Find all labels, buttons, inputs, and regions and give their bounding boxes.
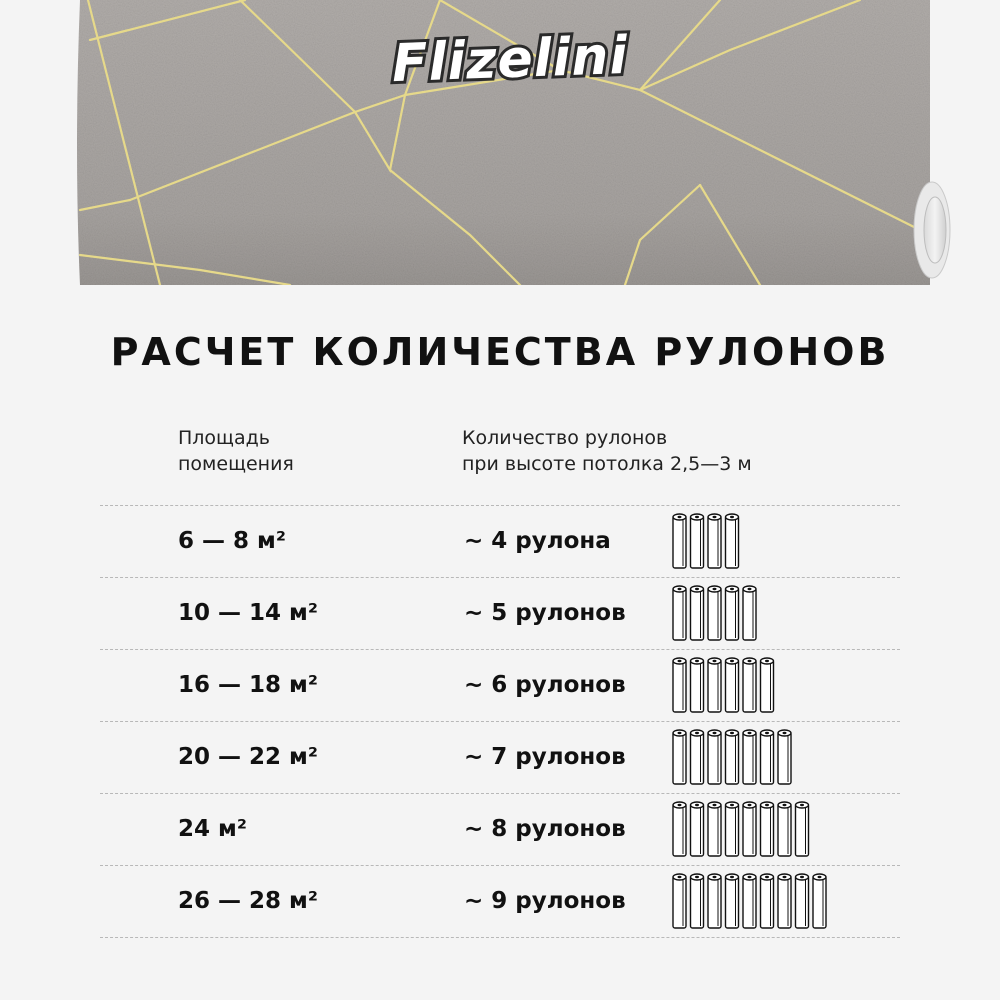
wallpaper-roll-icon [761,874,774,928]
area-value: 16 — 18 м² [178,672,318,698]
wallpaper-roll-icon [743,874,756,928]
header-area-line1: Площадь [178,427,270,449]
wallpaper-roll-icon [796,874,809,928]
wallpaper-roll-icon [708,874,721,928]
wallpaper-roll-icon [813,874,826,928]
table-row [100,505,900,577]
wallpaper-roll-icon [708,514,721,568]
wallpaper-roll-icon [778,874,791,928]
rolls-count: ~ 9 рулонов [464,888,626,914]
header-rolls-line2: при высоте потолка 2,5—3 м [462,453,752,475]
rolls-count: ~ 5 рулонов [464,600,626,626]
wallpaper-roll-icon [726,514,739,568]
area-value: 24 м² [178,816,247,842]
rolls-count: ~ 6 рулонов [464,672,626,698]
wallpaper-roll-icon [708,730,721,784]
wallpaper-roll-icon [726,802,739,856]
wallpaper-roll-icon [673,586,686,640]
rolls-table [100,505,900,938]
wallpaper-roll-icon [726,874,739,928]
rolls-icons [671,800,815,860]
header-rolls-line1: Количество рулонов [462,427,668,449]
table-row [100,865,900,938]
rolls-icons [671,584,763,644]
brand-logo: Flizelini [391,25,630,95]
page-title: РАСЧЕТ КОЛИЧЕСТВА РУЛОНОВ [110,330,890,374]
rolls-icons [671,728,798,788]
wallpaper-roll-icon [796,802,809,856]
table-row [100,721,900,793]
wallpaper-roll-icon [708,586,721,640]
wallpaper-roll-icon [673,802,686,856]
wallpaper-roll-icon [691,514,704,568]
area-value: 6 — 8 м² [178,528,286,554]
wallpaper-roll-icon [761,658,774,712]
wallpaper-roll-icon [673,730,686,784]
wallpaper-roll-image [0,0,1000,300]
wallpaper-roll-icon [778,730,791,784]
table-row [100,577,900,649]
wallpaper-roll-icon [743,658,756,712]
area-value: 20 — 22 м² [178,744,318,770]
rolls-icons [671,656,780,716]
wallpaper-roll-icon [708,658,721,712]
wallpaper-roll-icon [761,730,774,784]
wallpaper-roll-icon [691,802,704,856]
wallpaper-roll-icon [691,730,704,784]
wallpaper-roll-icon [743,586,756,640]
wallpaper-roll-icon [761,802,774,856]
wallpaper-roll-icon [743,730,756,784]
wallpaper-roll-icon [673,514,686,568]
wallpaper-roll-icon [673,658,686,712]
rolls-icons [671,872,833,932]
header-area [178,425,294,477]
wallpaper-roll-icon [691,874,704,928]
header-rolls [462,425,752,477]
area-value: 10 — 14 м² [178,600,318,626]
rolls-count: ~ 7 рулонов [464,744,626,770]
wallpaper-roll-icon [726,730,739,784]
wallpaper-roll-icon [691,586,704,640]
header-area-line2: помещения [178,453,294,475]
wallpaper-roll-icon [673,874,686,928]
rolls-icons [671,512,745,572]
wallpaper-roll-icon [726,586,739,640]
rolls-count: ~ 8 рулонов [464,816,626,842]
wallpaper-roll-icon [691,658,704,712]
wallpaper-roll-icon [743,802,756,856]
table-row [100,793,900,865]
wallpaper-roll-icon [708,802,721,856]
wallpaper-roll-icon [726,658,739,712]
rolls-count: ~ 4 рулона [464,528,611,554]
area-value: 26 — 28 м² [178,888,318,914]
table-row [100,649,900,721]
wallpaper-roll-icon [778,802,791,856]
